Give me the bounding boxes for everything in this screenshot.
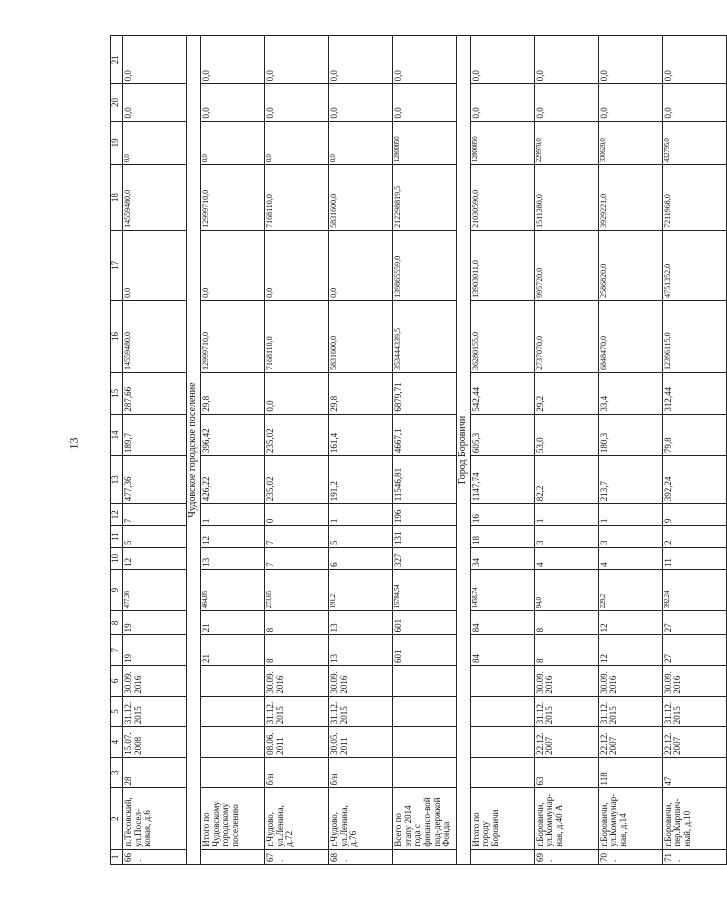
table-cell: 12800850 (470, 121, 534, 165)
table-cell: 327 (392, 547, 456, 569)
table-cell: 27 (662, 635, 726, 666)
table-cell: 353444339,5 (392, 300, 456, 372)
table-cell: 0,0 (200, 230, 264, 300)
table-cell: 14559480,0 (123, 165, 187, 231)
housing-program-table (110, 35, 727, 865)
table-cell: 477,36 (123, 569, 187, 611)
table-cell: 426,22 (200, 456, 264, 504)
table-cell: 213,7 (598, 456, 662, 504)
table-cell: 235,02 (264, 456, 328, 504)
table-cell: 0,0 (598, 84, 662, 121)
table-cell: 0,0 (123, 36, 187, 84)
table-cell: 71. (662, 849, 726, 864)
table-cell: 31.12. 2015 (264, 696, 328, 727)
table-cell: 0,0 (534, 84, 598, 121)
table-cell: 9 (662, 504, 726, 526)
table-cell: 4 (534, 547, 598, 569)
table-cell: 180,3 (598, 414, 662, 456)
table-cell: 30.09. 2016 (264, 666, 328, 697)
column-number-cell: 3 (111, 757, 123, 788)
table-cell: 47 (662, 757, 726, 788)
table-cell: 0,0 (264, 373, 328, 415)
table-cell: 21 (200, 635, 264, 666)
table-cell: 12 (200, 526, 264, 548)
column-number-cell: 17 (111, 230, 123, 300)
table-cell: 12396115,0 (662, 300, 726, 372)
table-cell: 22.12. 2007 (662, 727, 726, 758)
table-cell: 27 (662, 611, 726, 635)
table-cell: 0,0 (264, 84, 328, 121)
table-cell: 13 (328, 611, 392, 635)
table-cell: 464,85 (200, 569, 264, 611)
table-cell: г.Боровичи, пер.Кирпич-ный, д.10 (662, 788, 726, 849)
table-cell: 12999710,0 (200, 165, 264, 231)
table-cell: 34 (470, 547, 534, 569)
table-cell: 16 (470, 504, 534, 526)
table-cell: 601 (392, 635, 456, 666)
table-cell (470, 727, 534, 758)
table-cell (200, 727, 264, 758)
table-cell (200, 696, 264, 727)
column-number-cell: 14 (111, 414, 123, 456)
table-cell (470, 666, 534, 697)
table-cell: 8 (264, 635, 328, 666)
table-cell: 13903011,0 (470, 230, 534, 300)
table-cell: 21030590,0 (470, 165, 534, 231)
table-cell: г.Боровичи, ул.Коммунар-ная, д.40 А (534, 788, 598, 849)
table-cell: 2586820,0 (598, 230, 662, 300)
table-cell: 0,0 (534, 36, 598, 84)
table-cell: 131 (392, 526, 456, 548)
table-cell: 161,4 (328, 414, 392, 456)
column-number-cell: 16 (111, 300, 123, 372)
table-cell (392, 666, 456, 697)
page-number: 13 (66, 437, 81, 450)
table-cell: 33,4 (598, 373, 662, 415)
table-cell: 67. (264, 849, 328, 864)
table-cell: 7 (264, 526, 328, 548)
table-cell: 1458,74 (470, 569, 534, 611)
table-cell: 2737070,0 (534, 300, 598, 372)
column-number-cell: 2 (111, 788, 123, 849)
column-number-cell: 18 (111, 165, 123, 231)
table-cell: 7168110,0 (264, 300, 328, 372)
table-cell: 30.09. 2016 (123, 666, 187, 697)
table-cell: 0,0 (200, 121, 264, 165)
table-cell: 4751352,0 (662, 230, 726, 300)
column-number-row (111, 36, 123, 865)
section-row (187, 36, 201, 865)
column-number-cell: 12 (111, 504, 123, 526)
column-number-cell: 6 (111, 666, 123, 697)
column-number-cell: 1 (111, 849, 123, 864)
table-cell: 392,24 (662, 456, 726, 504)
table-cell: 29,8 (328, 373, 392, 415)
table-cell: 330620,0 (598, 121, 662, 165)
table-cell: 0,0 (328, 36, 392, 84)
table-cell: 1 (534, 504, 598, 526)
table-cell: 8 (534, 611, 598, 635)
column-number-cell: 21 (111, 36, 123, 84)
table-cell: 12 (598, 635, 662, 666)
table-cell: 31.12. 2015 (328, 696, 392, 727)
table-cell: 53,0 (534, 414, 598, 456)
table-cell: 287,66 (123, 373, 187, 415)
table-cell: Итого по городу Боровичи (470, 788, 534, 849)
column-number-cell: 19 (111, 121, 123, 165)
table-cell: 191,2 (328, 456, 392, 504)
table-cell: 0,0 (328, 121, 392, 165)
table-cell: 139865559,0 (392, 230, 456, 300)
table-cell: 3 (598, 526, 662, 548)
table-cell: 0,0 (328, 230, 392, 300)
column-number-cell: 9 (111, 569, 123, 611)
table-cell: 31.12. 2015 (598, 696, 662, 727)
table-cell: 189,7 (123, 414, 187, 456)
table-cell: 12999710,0 (200, 300, 264, 372)
table-cell: 13 (328, 635, 392, 666)
table-row (392, 36, 456, 865)
table-cell: 0,0 (123, 230, 187, 300)
table-cell: 212298819,5 (392, 165, 456, 231)
table-cell: 0,0 (662, 36, 726, 84)
table-row (598, 36, 662, 865)
column-number-cell: 8 (111, 611, 123, 635)
table-cell: 1511380,0 (534, 165, 598, 231)
table-cell: 19 (123, 635, 187, 666)
table-cell: 7211968,0 (662, 165, 726, 231)
rotated-table-container (110, 35, 693, 865)
table-cell: 84 (470, 611, 534, 635)
table-cell: 22.12. 2007 (598, 727, 662, 758)
table-cell (392, 757, 456, 788)
table-cell (392, 849, 456, 864)
table-cell: 0,0 (470, 84, 534, 121)
table-row (123, 36, 187, 865)
table-cell: 15.07. 2008 (123, 727, 187, 758)
table-cell (392, 727, 456, 758)
table-cell: 6 (328, 547, 392, 569)
table-cell: 191,2 (328, 569, 392, 611)
column-number-cell: 15 (111, 373, 123, 415)
table-cell: г.Чудово, ул.Ленина, д.72 (264, 788, 328, 849)
table-cell: 1 (200, 504, 264, 526)
table-cell: 0,0 (123, 84, 187, 121)
table-cell: 69. (534, 849, 598, 864)
table-cell: 396,42 (200, 414, 264, 456)
table-cell: 542,44 (470, 373, 534, 415)
table-cell: 392,24 (662, 569, 726, 611)
table-cell: г.Боровичи, ул.Коммунар-ная, д.14 (598, 788, 662, 849)
table-cell: 31.12. 2015 (662, 696, 726, 727)
table-cell: 3 (534, 526, 598, 548)
table-cell: 31.12. 2015 (123, 696, 187, 727)
table-cell: б/н (264, 757, 328, 788)
table-cell: 18 (470, 526, 534, 548)
table-cell: 82,2 (534, 456, 598, 504)
table-row (534, 36, 598, 865)
table-cell: 11 (662, 547, 726, 569)
table-cell: 235,02 (264, 414, 328, 456)
table-cell: 70. (598, 849, 662, 864)
table-cell: 14559480,0 (123, 300, 187, 372)
table-cell: 0,0 (123, 121, 187, 165)
table-cell: 8 (534, 635, 598, 666)
table-cell: 5 (328, 526, 392, 548)
table-cell: 4667,1 (392, 414, 456, 456)
table-cell: 196 (392, 504, 456, 526)
table-cell: 0,0 (662, 84, 726, 121)
table-cell: 0,0 (200, 84, 264, 121)
column-number-cell: 13 (111, 456, 123, 504)
table-cell (200, 666, 264, 697)
table-cell: 995720,0 (534, 230, 598, 300)
table-cell: 6879,71 (392, 373, 456, 415)
table-cell: 36280155,0 (470, 300, 534, 372)
table-cell: Итого по Чудовскому городскому поселению (200, 788, 264, 849)
table-row (200, 36, 264, 865)
table-cell: 12800850 (392, 121, 456, 165)
table-cell: 312,44 (662, 373, 726, 415)
table-cell: 0,0 (264, 230, 328, 300)
table-cell: 22.12. 2007 (534, 727, 598, 758)
table-cell: 21 (200, 611, 264, 635)
table-cell: 29,2 (534, 373, 598, 415)
table-cell: 273,65 (264, 569, 328, 611)
table-cell (470, 757, 534, 788)
table-cell: 66. (123, 849, 187, 864)
table-cell: 15784,54 (392, 569, 456, 611)
table-row (662, 36, 726, 865)
table-cell (470, 696, 534, 727)
table-cell: 1 (328, 504, 392, 526)
table-row (328, 36, 392, 865)
table-cell: 0,0 (200, 36, 264, 84)
table-cell: 94,0 (534, 569, 598, 611)
table-row (470, 36, 534, 865)
table-cell (200, 757, 264, 788)
table-cell: 118 (598, 757, 662, 788)
table-cell: 08.06. 2011 (264, 727, 328, 758)
table-cell: 30.09. 2016 (662, 666, 726, 697)
table-cell: 605,3 (470, 414, 534, 456)
table-cell: 84 (470, 635, 534, 666)
section-title: Город Боровичи (456, 36, 470, 865)
table-cell: 5831600,0 (328, 165, 392, 231)
table-cell: 31.12. 2015 (534, 696, 598, 727)
table-cell: 30.09. 2016 (598, 666, 662, 697)
table-cell: 1 (598, 504, 662, 526)
table-cell: 1147,74 (470, 456, 534, 504)
table-cell: 11546,81 (392, 456, 456, 504)
table-cell: 79,8 (662, 414, 726, 456)
table-cell: б/н (328, 757, 392, 788)
table-cell: 0,0 (264, 36, 328, 84)
table-cell: 0,0 (470, 36, 534, 84)
table-cell: 7168110,0 (264, 165, 328, 231)
table-cell: 63 (534, 757, 598, 788)
table-cell: п.Тёсовский, ул.Посел-ковая, д.6 (123, 788, 187, 849)
table-cell: 3929221,0 (598, 165, 662, 231)
column-number-cell: 7 (111, 635, 123, 666)
table-cell: 0,0 (598, 36, 662, 84)
table-row (264, 36, 328, 865)
table-cell (470, 849, 534, 864)
table-cell: 229970,0 (534, 121, 598, 165)
table-cell: 30.09. 2016 (328, 666, 392, 697)
table-cell: 5 (123, 526, 187, 548)
table-cell: г.Чудово, ул.Ленина, д.76 (328, 788, 392, 849)
table-cell: 601 (392, 611, 456, 635)
table-cell: 28 (123, 757, 187, 788)
table-cell: 12 (598, 611, 662, 635)
column-number-cell: 11 (111, 526, 123, 548)
table-cell: 19 (123, 611, 187, 635)
table-cell: 0,0 (328, 84, 392, 121)
table-cell: 7 (264, 547, 328, 569)
table-cell: 13 (200, 547, 264, 569)
table-cell: 30.09. 2016 (534, 666, 598, 697)
table-cell: 0 (264, 504, 328, 526)
table-cell: 477,36 (123, 456, 187, 504)
table-cell: 5831600,0 (328, 300, 392, 372)
table-cell: 68. (328, 849, 392, 864)
table-cell: 432795,0 (662, 121, 726, 165)
column-number-cell: 10 (111, 547, 123, 569)
table-cell: 29,8 (200, 373, 264, 415)
table-cell: Всего по этапу 2014 года с финансо-вой под-держкой Фонда (392, 788, 456, 849)
section-title: Чудовское городское поселение (187, 36, 201, 865)
table-cell: 229,2 (598, 569, 662, 611)
table-cell: 7 (123, 504, 187, 526)
table-cell (200, 849, 264, 864)
table-cell: 0,0 (392, 36, 456, 84)
table-cell: 30.05. 2011 (328, 727, 392, 758)
column-number-cell: 5 (111, 696, 123, 727)
table-cell: 8 (264, 611, 328, 635)
table-cell: 4 (598, 547, 662, 569)
table-body (111, 36, 727, 865)
table-cell: 6848470,0 (598, 300, 662, 372)
table-cell: 0,0 (264, 121, 328, 165)
section-row (456, 36, 470, 865)
column-number-cell: 4 (111, 727, 123, 758)
table-cell: 12 (123, 547, 187, 569)
column-number-cell: 20 (111, 84, 123, 121)
table-cell: 2 (662, 526, 726, 548)
table-cell: 0,0 (392, 84, 456, 121)
table-cell (392, 696, 456, 727)
